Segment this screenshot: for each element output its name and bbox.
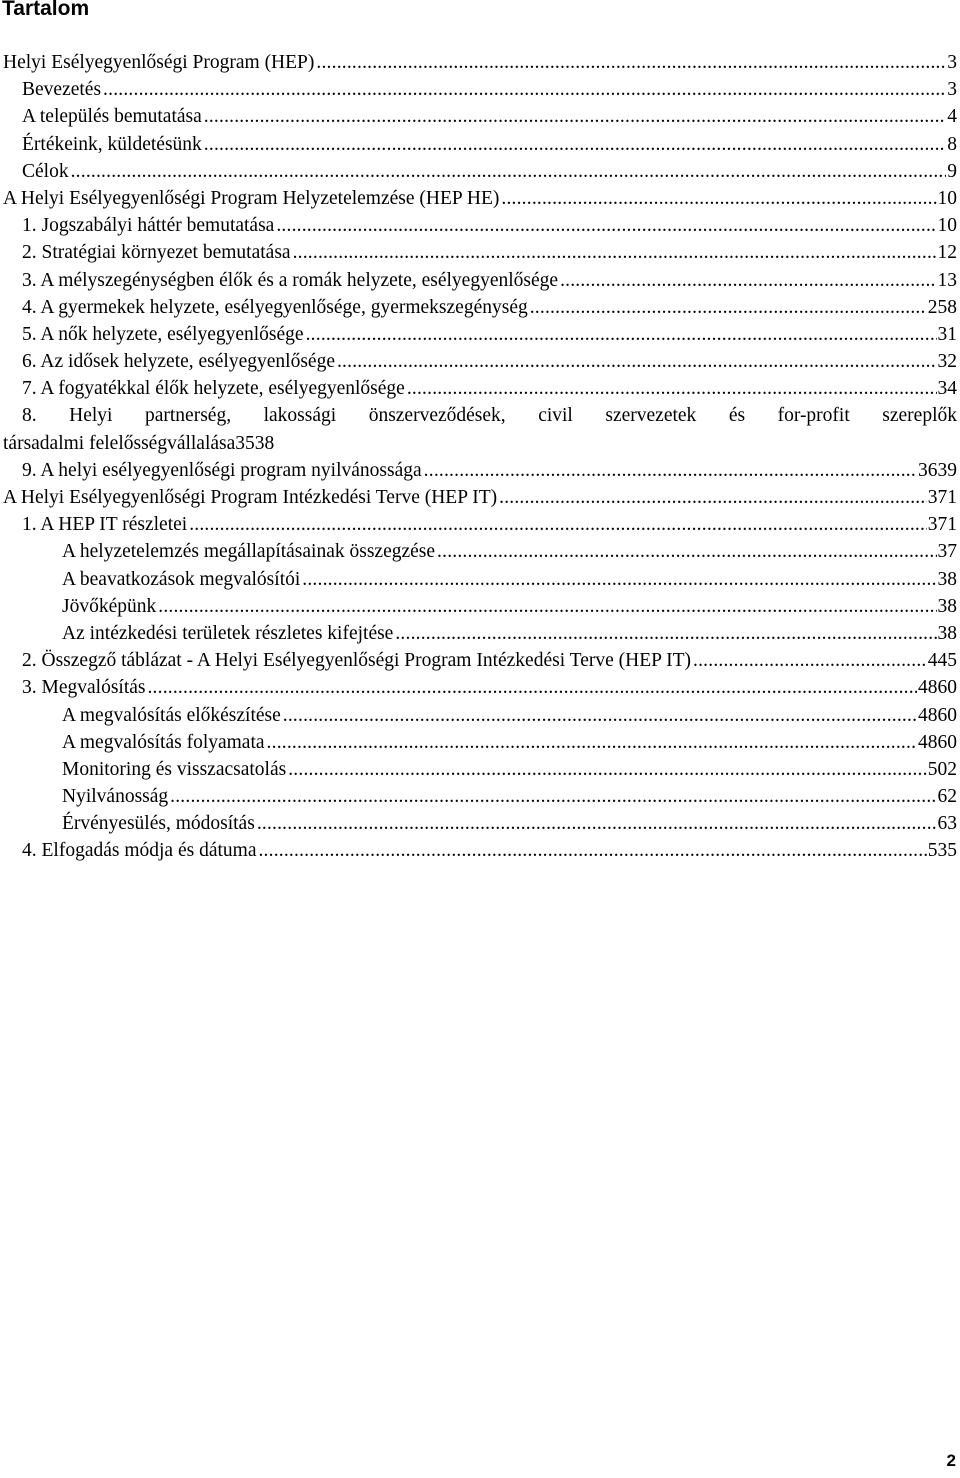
toc-entry-label: A település bemutatása: [22, 106, 202, 128]
toc-entry-word: partnerség,: [144, 405, 232, 427]
toc-entry[interactable]: [3, 267, 957, 294]
toc-entry-label: Nyilvánosság: [62, 786, 169, 808]
toc-entry-page: 9: [947, 160, 957, 182]
toc-leader-dots: [267, 729, 917, 756]
toc-heading: Tartalom: [2, 0, 90, 20]
toc-entry-label: A megvalósítás folyamata: [62, 731, 265, 753]
toc-entry-label: A beavatkozások megvalósítói: [62, 568, 301, 590]
toc-entry[interactable]: [3, 647, 957, 674]
toc-leader-dots: [530, 294, 927, 321]
toc-entry-label: 9. A helyi esélyegyenlőségi program nyilvánossága: [22, 459, 422, 481]
toc-entry-label: A Helyi Esélyegyenlőségi Program Intézkedési Terve (HEP IT): [3, 487, 498, 508]
toc-entry-label: Érvényesülés, módosítás: [62, 813, 255, 835]
toc-entry-label: Helyi Esélyegyenlőségi Program (HEP): [3, 52, 315, 73]
toc-entry-page: 4860: [918, 704, 957, 726]
toc-entry[interactable]: [3, 593, 957, 620]
toc-entry[interactable]: [3, 620, 957, 647]
toc-leader-dots: [306, 321, 937, 348]
toc-leader-dots: [395, 620, 936, 647]
toc-entry-page: 4860: [918, 731, 957, 753]
toc-leader-dots: [499, 484, 927, 511]
toc-entry[interactable]: [3, 729, 957, 756]
toc-entry-word: szervezetek: [605, 405, 697, 427]
toc-entry-word: és: [728, 405, 746, 427]
toc-entry-page: 4: [947, 106, 957, 128]
toc-entry-page: 371: [927, 514, 957, 536]
toc-entry-page: 62: [937, 786, 957, 808]
toc-entry[interactable]: [3, 76, 957, 103]
toc-entry-page: 10: [937, 215, 957, 237]
toc-entry-label: Jövőképünk: [62, 595, 157, 617]
toc-entry-page: 3639: [918, 459, 957, 481]
toc-entry-page: 31: [937, 323, 957, 345]
toc-leader-dots: [693, 647, 927, 674]
toc-entry-label: 4. Elfogadás módja és dátuma: [22, 840, 257, 862]
toc-entry-page: 38: [937, 595, 957, 617]
toc-leader-dots: [204, 131, 946, 158]
toc-entry-label: A helyzetelemzés megállapításainak összegzése: [62, 541, 436, 563]
toc-entry-word: civil: [538, 405, 573, 427]
toc-entry[interactable]: [3, 294, 957, 321]
toc-entry-label: 3. Megvalósítás: [22, 677, 146, 699]
toc-entry[interactable]: [3, 756, 957, 783]
toc-entry-label-line2: társadalmi felelősségvállalása: [3, 432, 236, 454]
toc-entry[interactable]: [3, 702, 957, 729]
toc-entry-label: Bevezetés: [22, 79, 102, 101]
toc-entry-label: 5. A nők helyzete, esélyegyenlősége: [22, 323, 304, 345]
toc-entry-page: 10: [937, 187, 957, 209]
toc-leader-dots: [158, 593, 936, 620]
toc-entry-word: 8.: [22, 405, 37, 427]
toc-entry-page: 37: [937, 541, 957, 563]
toc-leader-dots: [288, 756, 927, 783]
toc-entry-page: 3: [947, 79, 957, 101]
toc-entry-label: Monitoring és visszacsatolás: [62, 758, 287, 780]
toc-leader-dots: [257, 810, 937, 837]
toc-leader-dots: [189, 511, 927, 538]
toc-entry[interactable]: [3, 783, 957, 810]
toc-entry[interactable]: [3, 185, 957, 212]
toc-leader-dots: [71, 158, 947, 185]
toc-entry-word: szereplők: [882, 405, 957, 427]
toc-entry-word: önszerveződések,: [368, 405, 506, 427]
toc-entry-page: 12: [937, 242, 957, 264]
toc-entry-page: 371: [927, 487, 957, 508]
toc-entry[interactable]: [3, 239, 957, 266]
toc-entry[interactable]: [3, 103, 957, 130]
toc-leader-dots: [276, 212, 936, 239]
toc-leader-dots: [103, 76, 946, 103]
toc-entry-page: 34: [937, 378, 957, 400]
toc-entry[interactable]: [3, 810, 957, 837]
toc-entry[interactable]: [3, 131, 957, 158]
toc-entry-word: Helyi: [69, 405, 113, 427]
toc-leader-dots: [170, 783, 936, 810]
toc-entry-page: 32: [937, 351, 957, 373]
toc-leader-dots: [424, 457, 917, 484]
toc-entry[interactable]: [3, 457, 957, 484]
toc-entry-page: 4860: [918, 677, 957, 699]
toc-entry[interactable]: [3, 511, 957, 538]
toc-entry-page: 3538: [235, 432, 275, 454]
toc-entry[interactable]: [3, 158, 957, 185]
table-of-contents: [3, 49, 957, 865]
toc-entry[interactable]: [3, 837, 957, 864]
toc-entry-label: Célok: [22, 160, 69, 182]
toc-entry-label: 2. Stratégiai környezet bemutatása: [22, 242, 291, 264]
page-number: 2: [946, 1451, 956, 1470]
toc-entry-word: lakossági: [263, 405, 337, 427]
toc-entry-page: 38: [937, 622, 957, 644]
toc-entry-page: 258: [927, 296, 957, 318]
toc-leader-dots: [560, 267, 936, 294]
toc-entry-label: 6. Az idősek helyzete, esélyegyenlősége: [22, 351, 335, 373]
toc-entry-label: Értékeink, küldetésünk: [22, 133, 202, 155]
toc-entry-label: Az intézkedési területek részletes kifejtése: [62, 622, 394, 644]
toc-leader-dots: [204, 103, 946, 130]
toc-entry[interactable]: [3, 212, 957, 239]
toc-entry-label: 7. A fogyatékkal élők helyzete, esélyegyenlősége: [22, 378, 405, 400]
toc-entry-page: 63: [937, 813, 957, 835]
toc-entry-page: 502: [927, 758, 957, 780]
toc-entry-label: 3. A mélyszegénységben élők és a romák helyzete, esélyegyenlősége: [22, 269, 559, 291]
toc-entry-page: 8: [947, 133, 957, 155]
toc-entry-label: 1. A HEP IT részletei: [22, 514, 188, 536]
toc-leader-dots: [283, 702, 917, 729]
toc-entry-label: A Helyi Esélyegyenlőségi Program Helyzetelemzése (HEP HE): [3, 187, 500, 209]
toc-leader-dots: [293, 239, 937, 266]
toc-entry-page: 38: [937, 568, 957, 590]
toc-entry-label: A megvalósítás előkészítése: [62, 704, 281, 726]
toc-entry[interactable]: [3, 348, 957, 375]
toc-entry-label-line1: [22, 402, 957, 429]
toc-leader-dots: [501, 185, 936, 212]
toc-entry[interactable]: [3, 321, 957, 348]
toc-leader-dots: [147, 674, 917, 701]
toc-entry[interactable]: [3, 49, 957, 76]
toc-entry-page: 3: [947, 52, 957, 73]
toc-leader-dots: [437, 538, 936, 565]
toc-entry-label: 1. Jogszabályi háttér bemutatása: [22, 215, 275, 237]
toc-entry-label: 4. A gyermekek helyzete, esélyegyenlősége, gyermekszegénység: [22, 296, 528, 318]
toc-entry[interactable]: [3, 375, 957, 402]
toc-entry[interactable]: [3, 484, 957, 511]
toc-entry-page: 445: [927, 650, 957, 672]
toc-leader-dots: [407, 375, 937, 402]
toc-entry[interactable]: [3, 402, 957, 456]
toc-leader-dots: [258, 837, 926, 864]
toc-entry[interactable]: [3, 566, 957, 593]
toc-entry[interactable]: [3, 538, 957, 565]
toc-leader-dots: [302, 566, 936, 593]
toc-entry[interactable]: [3, 674, 957, 701]
toc-entry-page: 13: [937, 269, 957, 291]
toc-leader-dots: [337, 348, 937, 375]
toc-entry-page: 535: [927, 840, 957, 862]
toc-entry-word: for-profit: [777, 405, 850, 427]
toc-leader-dots: [316, 49, 946, 76]
toc-entry-label: 2. Összegző táblázat - A Helyi Esélyegyenlőségi Program Intézkedési Terve (HEP IT): [22, 650, 692, 672]
